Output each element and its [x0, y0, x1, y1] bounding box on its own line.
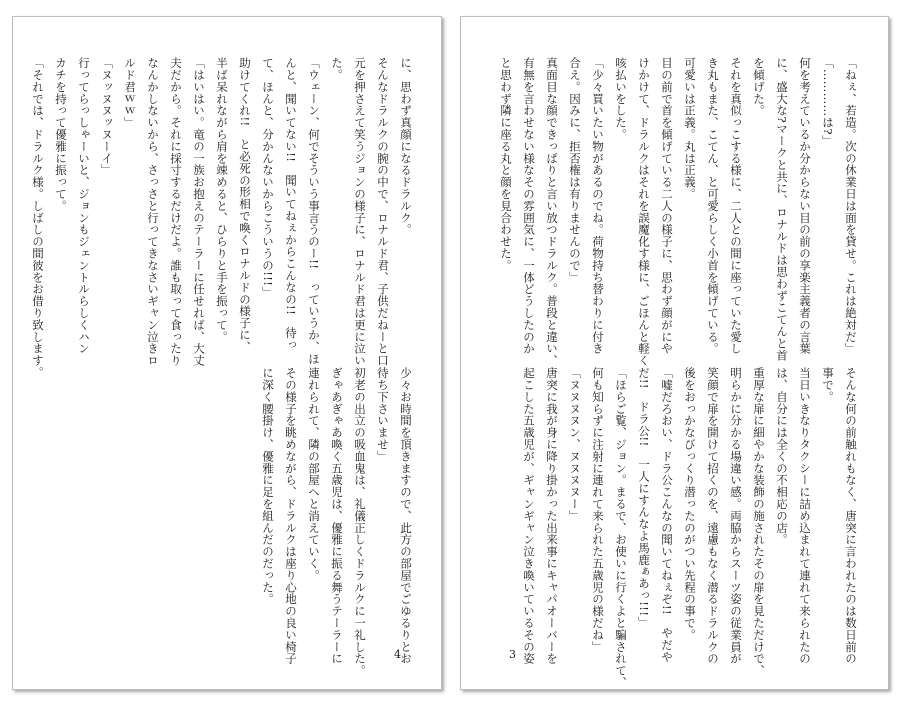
text-line: 半ば呆れながら肩を竦めると、ひらりと手を振って。 — [215, 57, 229, 343]
page-3 — [460, 16, 889, 690]
text-line: 唐突に我が身に降り掛かった出来事にキャパオーバーを — [545, 367, 559, 665]
text-line: 可愛いは正義。丸は正義。 — [683, 57, 697, 200]
text-line: 「ヌヌヌヌン、ヌヌヌヌー」 — [568, 367, 582, 522]
text-line: そんなドラルクの腕の中で、ロナルド君、子供だねーと口 — [376, 57, 390, 367]
text-line: 真面目な顔できっぱりと言い放つドラルク。普段と違い、 — [545, 57, 559, 367]
text-line: 「ヌッヌヌッヌーイ」 — [100, 57, 114, 176]
text-line: カチを持って優雅に振って。 — [54, 57, 68, 212]
text-line: 目の前で首を傾げている二人の様子に、思わず顔がにや — [660, 57, 674, 355]
text-line: 「嘘だろおい、ドラ公こんなの聞いてねぇぞ!! やだや — [660, 367, 674, 663]
text-line: に、盛大な?マークと共に、ロナルドは思わずこてんと首 — [775, 57, 789, 362]
text-line: だ!! ドラ公!! 一人にすんなよ馬鹿ぁあっ!!!」 — [637, 367, 651, 629]
text-line: に深く腰掛け、優雅に足を組んだのだった。 — [261, 367, 275, 605]
page-4 — [12, 16, 442, 690]
text-line: 行ってらっしゃーいと、ジョンもジェントルらしくハン — [77, 57, 91, 355]
text-line: 「少々買いたい物があるのでね。荷物持ち替わりに付き — [591, 57, 605, 355]
text-line: 起こした五歳児が、ギャンギャン泣き喚いているその姿 — [522, 367, 536, 665]
page-4-lower-text — [241, 367, 417, 677]
text-line: 「ほらご覧、ジョン。まるで、お使いに行くよと騙されて、 — [614, 367, 628, 689]
text-line: 明らかに分かる場違い感。両脇からスーツ姿の従業員が — [729, 367, 743, 665]
text-line: 「ねぇ、若造。次の休業日は面を貸せ。これは絶対だ」 — [844, 57, 858, 355]
text-line: 待ち下さいませ」 — [376, 367, 390, 463]
text-line: 連れられて、隣の部屋へと消えていく。 — [307, 367, 321, 582]
text-line: き丸もまた、こてん、と可愛らしく小首を傾げている。 — [706, 57, 720, 355]
page-4-upper-text — [31, 57, 417, 379]
text-line: 「ウェーン、何でそういう事言うのー!! っていうか、ほ — [307, 57, 321, 365]
text-line: 重厚な扉に細やかな装飾の施されたその扉を見ただけで、 — [752, 367, 766, 677]
text-line: ルド君ｗｗ」 — [123, 57, 137, 129]
text-line: けかけて、ドラルクはそれを誤魔化す様に、ごほんと軽く — [637, 57, 651, 367]
text-line: に、思わず真顔になるドラルク。 — [399, 57, 413, 236]
text-line: その様子を眺めながら、ドラルクは座り心地の良い椅子 — [284, 367, 298, 665]
text-line: 助けてくれ!! と必死の形相で喚くロナルドの様子に、 — [238, 57, 252, 353]
text-line: 当日いきなりタクシーに詰め込まれて連れて来られたの — [798, 367, 812, 665]
page-number: 4 — [394, 648, 401, 661]
text-line: ぎゃあぎゃあ喚く五歳児は、優雅に振る舞うテーラーに — [330, 367, 344, 665]
text-line: と思わず隣に座る丸と顔を見合わせた。 — [499, 57, 513, 272]
text-line: 元を押さえて笑うジョンの様子に、ロナルド君は更に泣い — [353, 57, 367, 367]
text-line: は、自分には全くの不相応の店。 — [775, 367, 789, 546]
text-line: て、ほんと、分かんないからこういうの!!!」 — [261, 57, 275, 299]
text-line: 事で。 — [821, 367, 835, 403]
page-number: 3 — [509, 648, 516, 661]
text-line: 咳払いをした。 — [614, 57, 628, 141]
text-line: 笑顔で扉を開けて招くのを、遠慮もなく潜るドラルクの — [706, 367, 720, 665]
text-line: 初老の出立の吸血鬼は、礼儀正しくドラルクに一礼した。 — [353, 367, 367, 677]
text-line: なんかしないから、さっさと行ってきなさいギャン泣きロ — [146, 57, 160, 367]
text-line: 「…………は?」 — [821, 57, 835, 147]
text-line: 何を考えているか分からない目の前の享楽主義者の言葉 — [798, 57, 812, 355]
text-line: 有無を言わせない様なその雰囲気に、一体どうしたのか — [522, 57, 536, 355]
text-line: 「はいはい。竜の一族お抱えのテーラーに任せれば、大丈 — [192, 57, 206, 367]
text-line: 少々お時間を頂きますので、此方の部屋でごゆるりとお — [399, 367, 413, 665]
page-3-lower-text — [490, 367, 862, 689]
text-line: た。 — [330, 57, 344, 81]
text-line: 夫だから。それに採寸するだけだよ。誰も取って食ったり — [169, 57, 183, 367]
text-line: それを真似っこする様に、二人との間に座っていた愛し — [729, 57, 743, 355]
text-line: 「それでは、ドラルク様。しばしの間彼をお借り致します。 — [31, 57, 45, 379]
text-line: を傾げた。 — [752, 57, 766, 117]
text-line: そんな何の前触れもなく、唐突に言われたのは数日前の — [844, 367, 858, 665]
text-line: 何も知らずに注射に連れて来られた五歳児の様だね」 — [591, 367, 605, 653]
text-line: 合え。因みに、拒否権は有りませんので」 — [568, 57, 582, 284]
text-line: んと、聞いてない!! 聞いてねぇからこんなの!! 待っ — [284, 57, 298, 351]
text-line: 後をおっかなびっくり潜ったのがつい先程の事で。 — [683, 367, 697, 641]
page-3-upper-text — [490, 57, 862, 367]
